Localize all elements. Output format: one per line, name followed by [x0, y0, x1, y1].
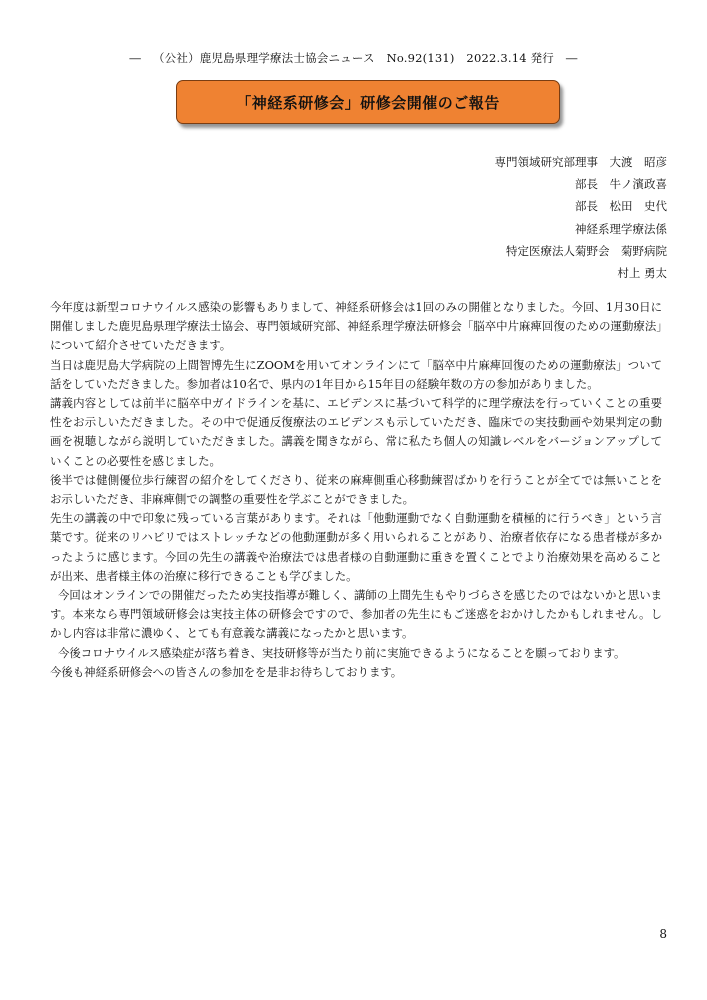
author-line: 特定医療法人菊野会 菊野病院	[506, 243, 667, 258]
paragraph: 今後コロナウイルス感染症が落ち着き、実技研修等が当たり前に実施できるようになることを願っております。	[57, 645, 626, 660]
paragraph: 講義内容としては前半に脳卒中ガイドラインを基に、エビデンスに基づいて科学的に理学療法を行っていくことの重要性をお示しいただきました。その中で促通反復療法のエビデンスも示していただき、臨床での実技動画や効果判定の動画を視聴しながら説明していただきました。講義を聞きながら、常に私たち個人の知識レベルをバージョンアップしていくことの必要性を感じました。	[50, 396, 662, 468]
paragraph: 今年度は新型コロナウイルス感染の影響もありまして、神経系研修会は1回のみの開催となりました。今回、1月30日に開催しました鹿児島県理学療法士協会、専門領域研究部、神経系理学療法研修会「脳卒中片麻痺回復のための運動療法」について紹介させていただきます。	[50, 300, 662, 353]
paragraph: 当日は鹿児島大学病院の上間智博先生にZOOMを用いてオンラインにて「脳卒中片麻痺回復のための運動療法」ついて話をしていただきました。参加者は10名で、県内の1年目から15年目の経験年数の方の参加がありました。	[50, 357, 662, 391]
author-line: 部長 松田 史代	[575, 199, 667, 214]
page-title: 「神経系研修会」研修会開催のご報告	[236, 93, 500, 112]
author-line: 専門領域研究部理事 大渡 昭彦	[494, 155, 667, 169]
paragraph: 今後も神経系研修会への皆さんの参加をを是非お待ちしております。	[50, 664, 403, 679]
paragraph: 後半では健側優位歩行練習の紹介をしてくださり、従来の麻痺側重心移動練習ばかりを行うことが全てでは無いことをお示しいただき、非麻痺側での調整の重要性を学ぶことができました。	[50, 472, 662, 507]
header-date: 2022.3.14 発行	[466, 51, 555, 65]
paragraph: 今回はオンラインでの開催だったため実技指導が難しく、講師の上間先生もやりづらさを感じたのではないかと思います。本来なら専門領域研修会は実技主体の研修会ですので、参加者の先生にもご迷惑をおかけしたかもしれません。しかし内容は非常に濃ゆく、とても有意義な講義になったかと思います。	[50, 588, 662, 641]
header-publication: （公社）鹿児島県理学療法士協会ニュース	[152, 51, 375, 65]
author-block	[495, 151, 668, 284]
author-line: 村上 勇太	[617, 266, 667, 281]
page-number: 8	[659, 927, 667, 941]
header-issue: No.92(131)	[386, 51, 455, 65]
header-dash-right: ―	[565, 51, 578, 65]
title-banner	[176, 80, 560, 124]
author-line: 部長 牛ノ濱政喜	[575, 177, 667, 192]
paragraph: 先生の講義の中で印象に残っている言葉があります。それは「他動運動でなく自動運動を積極的に行うべき」という言葉です。従来のリハビリではストレッチなどの他動運動が多く用いられることがあり、治療者依存になる患者様が多かったように感じます。今回の先生の講義や治療法では患者様の自動運動に重きを置くことでより治療効果を高めることが出来、患者様主体の治療に移行できることも学びました。	[50, 511, 662, 583]
newsletter-header	[0, 50, 707, 66]
author-line: 神経系理学療法係	[575, 221, 667, 236]
header-dash-left: ―	[129, 51, 142, 65]
article-body	[50, 298, 662, 682]
